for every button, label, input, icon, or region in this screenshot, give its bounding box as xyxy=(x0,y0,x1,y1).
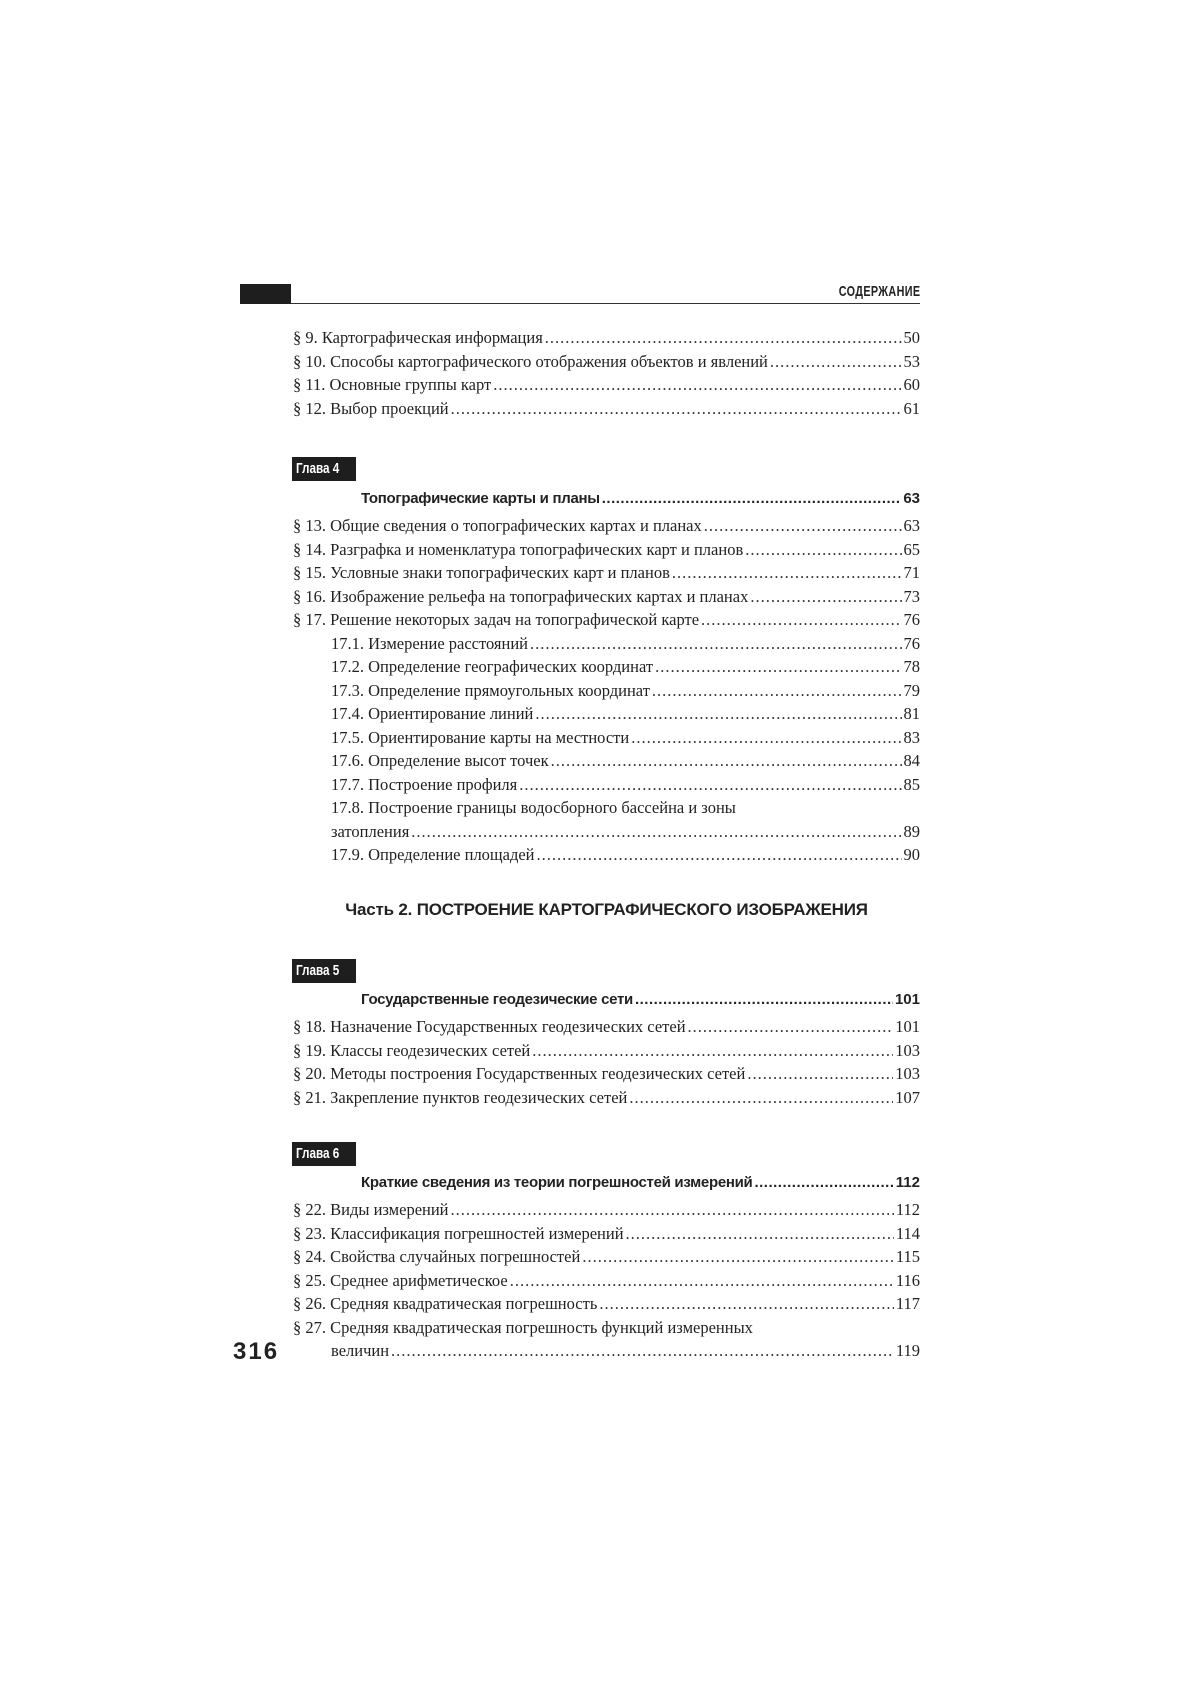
header-block xyxy=(240,284,291,304)
toc-entry-page: 85 xyxy=(903,774,920,794)
leader-dots xyxy=(747,1064,893,1084)
toc-entry-title: величин xyxy=(331,1341,390,1360)
toc-entry-title: 17.6. Определение высот точек xyxy=(331,751,549,770)
toc-entry[interactable] xyxy=(293,563,920,587)
toc-entry[interactable] xyxy=(293,375,920,399)
toc-entry-page: 119 xyxy=(895,1341,920,1360)
toc-entry-line1[interactable] xyxy=(293,1318,920,1342)
toc-entry-page: 50 xyxy=(903,328,920,347)
toc-entry-title: § 23. Классификация погрешностей измерений xyxy=(293,1223,624,1243)
leader-dots xyxy=(545,328,902,348)
running-header xyxy=(240,283,920,307)
page-number: 316 xyxy=(233,1338,280,1365)
toc-entry-title: 17.5. Ориентирование карты на местности xyxy=(331,727,630,747)
leader-dots xyxy=(701,610,901,630)
toc-entry-title: § 20. Методы построения Государственных геодезических сетей xyxy=(293,1064,746,1083)
toc-chapter-6 xyxy=(293,1174,920,1365)
toc-entry-page: 84 xyxy=(903,751,920,770)
toc-subentry-line2[interactable] xyxy=(293,822,920,846)
toc-entry-title: 17.7. Построение профиля xyxy=(331,774,518,794)
part-2-title: Часть 2. ПОСТРОЕНИЕ КАРТОГРАФИЧЕСКОГО ИЗОБРАЖЕНИЯ xyxy=(345,900,868,919)
toc-entry-page: 101 xyxy=(895,1017,920,1036)
toc-entry-page: 76 xyxy=(903,633,920,653)
toc-entry-title: 17.4. Ориентирование линий xyxy=(331,704,534,723)
header-rule xyxy=(291,303,920,304)
leader-dots xyxy=(745,540,901,560)
leader-dots xyxy=(599,1294,894,1314)
toc-subentry[interactable] xyxy=(293,728,920,752)
leader-dots xyxy=(532,1041,893,1061)
toc-entry-page: 79 xyxy=(903,680,920,700)
toc-entry-title: § 13. Общие сведения о топографических картах и планах xyxy=(293,516,702,535)
toc-entry[interactable] xyxy=(293,399,920,423)
toc-entry-page: 90 xyxy=(903,845,920,864)
toc-top-section xyxy=(293,328,920,422)
toc-entry-page: 107 xyxy=(895,1087,920,1107)
chapter-4-label: Глава 4 xyxy=(292,457,356,481)
toc-entry-page: 117 xyxy=(895,1294,920,1313)
chapter-6-label: Глава 6 xyxy=(292,1142,356,1166)
leader-dots xyxy=(582,1247,894,1267)
toc-entry-page: 60 xyxy=(903,375,920,394)
toc-entry-page: 116 xyxy=(895,1270,920,1290)
toc-entry-page: 112 xyxy=(895,1200,920,1219)
header-title: СОДЕРЖАНИЕ xyxy=(838,283,920,300)
leader-dots xyxy=(629,1088,893,1108)
toc-entry[interactable] xyxy=(293,352,920,376)
toc-entry[interactable] xyxy=(293,328,920,352)
toc-entry-page: 61 xyxy=(903,398,920,418)
leader-dots xyxy=(754,1174,893,1191)
chapter-6-title[interactable]: Краткие сведения из теории погрешностей измерений ..... 112 xyxy=(293,1174,920,1200)
toc-entry-title: § 19. Классы геодезических сетей xyxy=(293,1040,531,1060)
chapter-5-title[interactable]: Государственные геодезические сети ..... 101 xyxy=(293,991,920,1017)
toc-entry-title: § 12. Выбор проекций xyxy=(293,398,449,418)
chapter-4-title[interactable]: Топографические карты и планы ..... 63 xyxy=(293,490,920,516)
toc-entry[interactable] xyxy=(293,587,920,611)
toc-entry-page: 115 xyxy=(895,1247,920,1266)
leader-dots xyxy=(530,634,901,654)
toc-entry-title: § 9. Картографическая информация xyxy=(293,328,543,347)
toc-entry[interactable] xyxy=(293,610,920,634)
leader-dots xyxy=(602,490,902,507)
leader-dots xyxy=(551,751,902,771)
toc-entry-page: 103 xyxy=(895,1064,920,1083)
toc-entry[interactable] xyxy=(293,516,920,540)
toc-entry-line2[interactable] xyxy=(293,1341,920,1365)
toc-entry[interactable] xyxy=(293,1224,920,1248)
toc-entry-page: 76 xyxy=(903,610,920,629)
toc-entry-title: § 16. Изображение рельефа на топографических картах и планах xyxy=(293,586,749,606)
leader-dots xyxy=(688,1017,894,1037)
toc-entry-title: 17.8. Построение границы водосборного бассейна и зоны xyxy=(331,798,736,817)
toc-subentry-line1[interactable] xyxy=(293,798,920,822)
toc-entry[interactable] xyxy=(293,1041,920,1065)
toc-entry[interactable] xyxy=(293,1200,920,1224)
toc-chapter-4 xyxy=(293,490,920,869)
leader-dots xyxy=(535,704,901,724)
toc-subentry[interactable] xyxy=(293,751,920,775)
toc-entry-page: 65 xyxy=(903,539,920,559)
toc-entry-title: § 11. Основные группы карт xyxy=(293,375,492,394)
toc-entry-title: § 21. Закрепление пунктов геодезических сетей xyxy=(293,1087,628,1107)
toc-entry-page: 114 xyxy=(895,1223,920,1243)
leader-dots xyxy=(631,728,901,748)
toc-entry[interactable] xyxy=(293,1247,920,1271)
toc-entry[interactable] xyxy=(293,1017,920,1041)
chapter-5-label: Глава 5 xyxy=(292,959,356,983)
leader-dots xyxy=(770,352,902,372)
toc-entry-page: 71 xyxy=(903,563,920,582)
leader-dots xyxy=(451,399,902,419)
leader-dots xyxy=(391,1341,894,1361)
toc-entry-page: 103 xyxy=(895,1040,920,1060)
toc-subentry[interactable] xyxy=(293,704,920,728)
toc-entry[interactable] xyxy=(293,1271,920,1295)
leader-dots xyxy=(750,587,901,607)
leader-dots xyxy=(635,991,893,1008)
toc-entry[interactable] xyxy=(293,1088,920,1112)
leader-dots xyxy=(537,845,902,865)
leader-dots xyxy=(493,375,901,395)
toc-entry-page: 81 xyxy=(903,704,920,723)
toc-entry-title: 17.9. Определение площадей xyxy=(331,845,535,864)
leader-dots xyxy=(626,1224,894,1244)
toc-entry-title: 17.2. Определение географических координат xyxy=(331,657,654,676)
toc-entry-title: 17.3. Определение прямоугольных координат xyxy=(331,680,650,700)
toc-entry-title: § 27. Средняя квадратическая погрешность функций измеренных xyxy=(293,1317,753,1337)
toc-entry-page: 89 xyxy=(903,821,920,841)
toc-entry-page: 73 xyxy=(903,586,920,606)
toc-subentry[interactable] xyxy=(293,775,920,799)
leader-dots xyxy=(672,563,902,583)
toc-entry-page: 78 xyxy=(903,657,920,676)
toc-chapter-5 xyxy=(293,991,920,1111)
toc-entry-title: § 22. Виды измерений xyxy=(293,1200,449,1219)
leader-dots xyxy=(510,1271,894,1291)
leader-dots xyxy=(451,1200,894,1220)
leader-dots xyxy=(411,822,901,842)
toc-entry[interactable] xyxy=(293,540,920,564)
toc-entry-page: 83 xyxy=(903,727,920,747)
toc-entry-page: 53 xyxy=(903,351,920,371)
toc-subentry[interactable] xyxy=(293,681,920,705)
toc-entry-title: 17.1. Измерение расстояний xyxy=(331,633,529,653)
toc-entry-title: § 18. Назначение Государственных геодезических сетей xyxy=(293,1017,686,1036)
toc-entry-title: § 14. Разграфка и номенклатура топографических карт и планов xyxy=(293,539,744,559)
toc-entry-title: § 25. Среднее арифметическое xyxy=(293,1270,508,1290)
toc-subentry[interactable] xyxy=(293,634,920,658)
toc-entry-title: затопления xyxy=(331,821,410,841)
toc-entry-title: § 10. Способы картографического отображения объектов и явлений xyxy=(293,351,768,371)
toc-entry-title: § 17. Решение некоторых задач на топографической карте xyxy=(293,610,700,629)
toc-entry-title: § 15. Условные знаки топографических карт и планов xyxy=(293,563,670,582)
leader-dots xyxy=(652,681,902,701)
leader-dots xyxy=(519,775,901,795)
leader-dots xyxy=(704,516,902,536)
toc-entry[interactable] xyxy=(293,1294,920,1318)
toc-entry-page: 63 xyxy=(903,516,920,535)
toc-entry-title: § 24. Свойства случайных погрешностей xyxy=(293,1247,581,1266)
toc-entry-title: § 26. Средняя квадратическая погрешность xyxy=(293,1294,598,1313)
leader-dots xyxy=(655,657,901,677)
toc-entry[interactable] xyxy=(293,1064,920,1088)
toc-subentry[interactable] xyxy=(293,845,920,869)
toc-subentry[interactable] xyxy=(293,657,920,681)
